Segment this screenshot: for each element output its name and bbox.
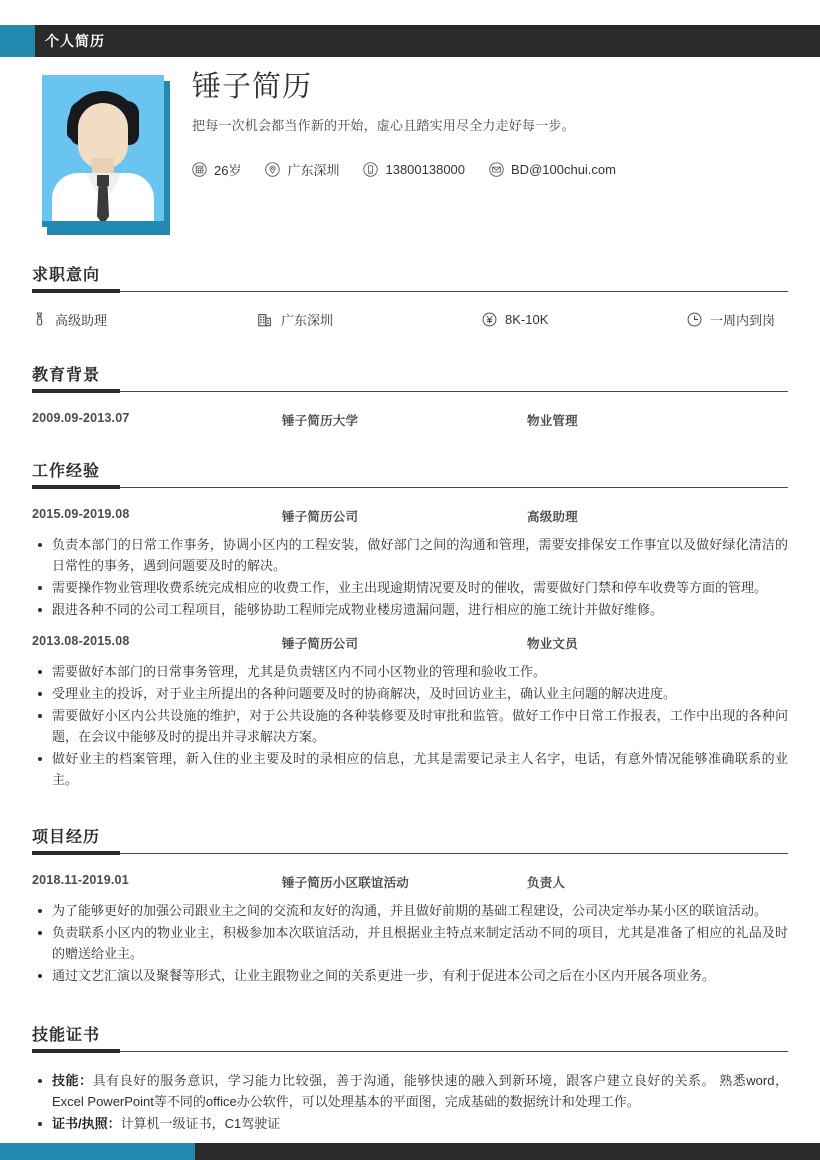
- contact-list: [192, 160, 640, 179]
- bullet-item: 受理业主的投诉，对于业主所提出的各种问题要及时的协商解决，及时回访业主，确认业主问题的解决进度。: [50, 683, 788, 704]
- section-rule-thin: [32, 291, 788, 292]
- entry-date: 2018.11-2019.01: [32, 873, 129, 887]
- objective-item-position: [32, 310, 257, 329]
- footer-accent-block: [0, 1143, 195, 1160]
- contact-item-email: [489, 162, 616, 177]
- skill-label: 技能：: [52, 1073, 93, 1088]
- salary-icon: [482, 312, 497, 327]
- page-footer: [0, 1143, 820, 1160]
- bullet-item: 通过文艺汇演以及聚餐等形式，让业主跟物业之间的关系更进一步，有利于促进本公司之后在小区内开展各项业务。: [50, 965, 788, 986]
- contact-item-location: [265, 160, 339, 179]
- bullet-item: 做好业主的档案管理，新入住的业主要及时的录相应的信息，尤其是需要记录主人名字，电话，有意外情况能够准确联系的业主。: [50, 748, 788, 790]
- section-rule-thick: [32, 389, 120, 393]
- clock-icon: [687, 312, 702, 327]
- section-rule-thin: [32, 1051, 788, 1052]
- section-skills: [32, 1022, 788, 1135]
- contact-item-age: [192, 160, 241, 179]
- tie-icon: [32, 312, 47, 328]
- contact-value-email: BD@100chui.com: [511, 162, 616, 178]
- section-title-education: 教育背景: [32, 367, 101, 384]
- entry-header: [32, 873, 788, 891]
- avatar-bottom-band: [42, 221, 164, 227]
- contact-value-location: 广东深圳: [287, 163, 340, 179]
- section-header-work: [32, 458, 788, 492]
- building-icon: [257, 312, 273, 328]
- profile-tagline: 把每一次机会都当作新的开始，虚心且踏实用尽全力走好每一步。: [192, 118, 575, 134]
- email-icon: [489, 162, 504, 177]
- section-title-work: 工作经验: [32, 463, 101, 480]
- objective-value-availability: 一周内到岗: [710, 313, 776, 328]
- education-entry: [32, 411, 788, 429]
- page-title: 锤子简历: [192, 71, 313, 103]
- section-objective: [32, 262, 788, 329]
- banner-title: 个人简历: [45, 33, 105, 49]
- section-header-skills: [32, 1022, 788, 1056]
- entry-bullets: [32, 661, 788, 790]
- entry-org: 锤子简历公司: [282, 510, 359, 524]
- profile-header: [0, 72, 820, 242]
- entry-date: 2015.09-2019.08: [32, 507, 130, 521]
- bullet-item: 负责联系小区内的物业业主，积极参加本次联谊活动，并且根据业主特点来制定活动不同的项目，尤其是准备了相应的礼品及时的赠送给业主。: [50, 922, 788, 964]
- objective-value-position: 高级助理: [55, 313, 108, 328]
- objective-value-city: 广东深圳: [281, 313, 334, 328]
- section-rule-thin: [32, 487, 788, 488]
- profile-info: [192, 72, 640, 179]
- page-banner: [0, 25, 820, 57]
- section-rule-thick: [32, 485, 120, 489]
- location-icon: [265, 162, 280, 177]
- section-rule-thick: [32, 289, 120, 293]
- section-title-project: 项目经历: [32, 829, 101, 846]
- section-header-education: [32, 362, 788, 396]
- entry-org: 锤子简历大学: [282, 414, 359, 428]
- entry-header: [32, 634, 788, 652]
- banner-accent-block: [0, 25, 35, 57]
- avatar-tie-knot-icon: [97, 175, 109, 186]
- section-education: [32, 362, 788, 429]
- footer-bar: [195, 1143, 820, 1160]
- section-project: [32, 824, 788, 987]
- bullet-item: 为了能够更好的加强公司跟业主之间的交流和友好的沟通，并且做好前期的基础工程建设，公司决定举办某小区的联谊活动。: [50, 900, 788, 921]
- contact-item-phone: [363, 162, 465, 177]
- skill-text: 计算机一级证书，C1驾驶证: [120, 1116, 281, 1132]
- section-title-objective: 求职意向: [32, 267, 101, 284]
- entry-role: 负责人: [527, 876, 566, 890]
- section-rule-thick: [32, 1049, 120, 1053]
- contact-value-phone: 13800138000: [385, 162, 466, 178]
- entry-date: 2013.08-2015.08: [32, 634, 130, 649]
- skill-item: [50, 1070, 788, 1112]
- entry-bullets: [32, 534, 788, 620]
- section-header-objective: [32, 262, 788, 296]
- phone-icon: [363, 162, 378, 177]
- objective-item-availability: [687, 310, 775, 329]
- work-entry: [32, 507, 788, 620]
- entry-header: [32, 411, 788, 429]
- objective-item-city: [257, 310, 482, 329]
- section-rule-thin: [32, 391, 788, 392]
- avatar: [42, 75, 170, 235]
- entry-header: [32, 507, 788, 525]
- section-work: [32, 458, 788, 791]
- bullet-item: 负责本部门的日常工作事务，协调小区内的工程安装，做好部门之间的沟通和管理，需要安排保安工作事宜以及做好绿化清洁的日常性的事务，遇到问题要及时的解决。: [50, 534, 788, 576]
- contact-value-age: 26岁: [214, 163, 242, 179]
- work-entry: [32, 634, 788, 790]
- bullet-item: 跟进各种不同的公司工程项目，能够协助工程师完成物业楼房遗漏问题，进行相应的施工统计并做好维修。: [50, 599, 788, 620]
- entry-date: 2009.09-2013.07: [32, 411, 130, 425]
- banner-bar: [35, 25, 820, 57]
- skill-item: [50, 1113, 788, 1134]
- bullet-item: 需要操作物业管理收费系统完成相应的收费工作，业主出现逾期情况要及时的催收，需要做好门禁和停车收费等方面的管理。: [50, 577, 788, 598]
- section-title-skills: 技能证书: [32, 1027, 101, 1044]
- section-rule-thin: [32, 853, 788, 854]
- objective-value-salary: 8K-10K: [505, 312, 549, 327]
- entry-role: 物业文员: [527, 637, 578, 652]
- skill-label: 证书/执照：: [52, 1116, 121, 1132]
- entry-bullets: [32, 900, 788, 986]
- project-entry: [32, 873, 788, 986]
- calendar-icon: [192, 162, 207, 177]
- bullet-item: 需要做好小区内公共设施的维护，对于公共设施的各种装修要及时审批和监管。做好工作中日常工作报表，工作中出现的各种问题，在会议中能够及时的提出并寻求解决方案。: [50, 705, 788, 747]
- skills-list: [32, 1070, 788, 1134]
- entry-role: 物业管理: [527, 414, 578, 428]
- entry-org: 锤子简历公司: [282, 637, 359, 652]
- avatar-photo: [42, 75, 164, 227]
- objective-item-salary: [482, 310, 687, 329]
- section-header-project: [32, 824, 788, 858]
- bullet-item: 需要做好本部门的日常事务管理，尤其是负责辖区内不同小区物业的管理和验收工作。: [50, 661, 788, 682]
- entry-role: 高级助理: [527, 510, 578, 524]
- objective-row: [32, 310, 788, 329]
- section-rule-thick: [32, 851, 120, 855]
- skill-text: 具有良好的服务意识，学习能力比较强，善于沟通，能够快速的融入到新环境，跟客户建立良好的关系。 熟悉word，Excel PowerPoint等不同的office办公软件，可以处理基本的平面图，完成基础的数据统计和处理工作。: [52, 1073, 788, 1110]
- entry-org: 锤子简历小区联谊活动: [282, 876, 410, 890]
